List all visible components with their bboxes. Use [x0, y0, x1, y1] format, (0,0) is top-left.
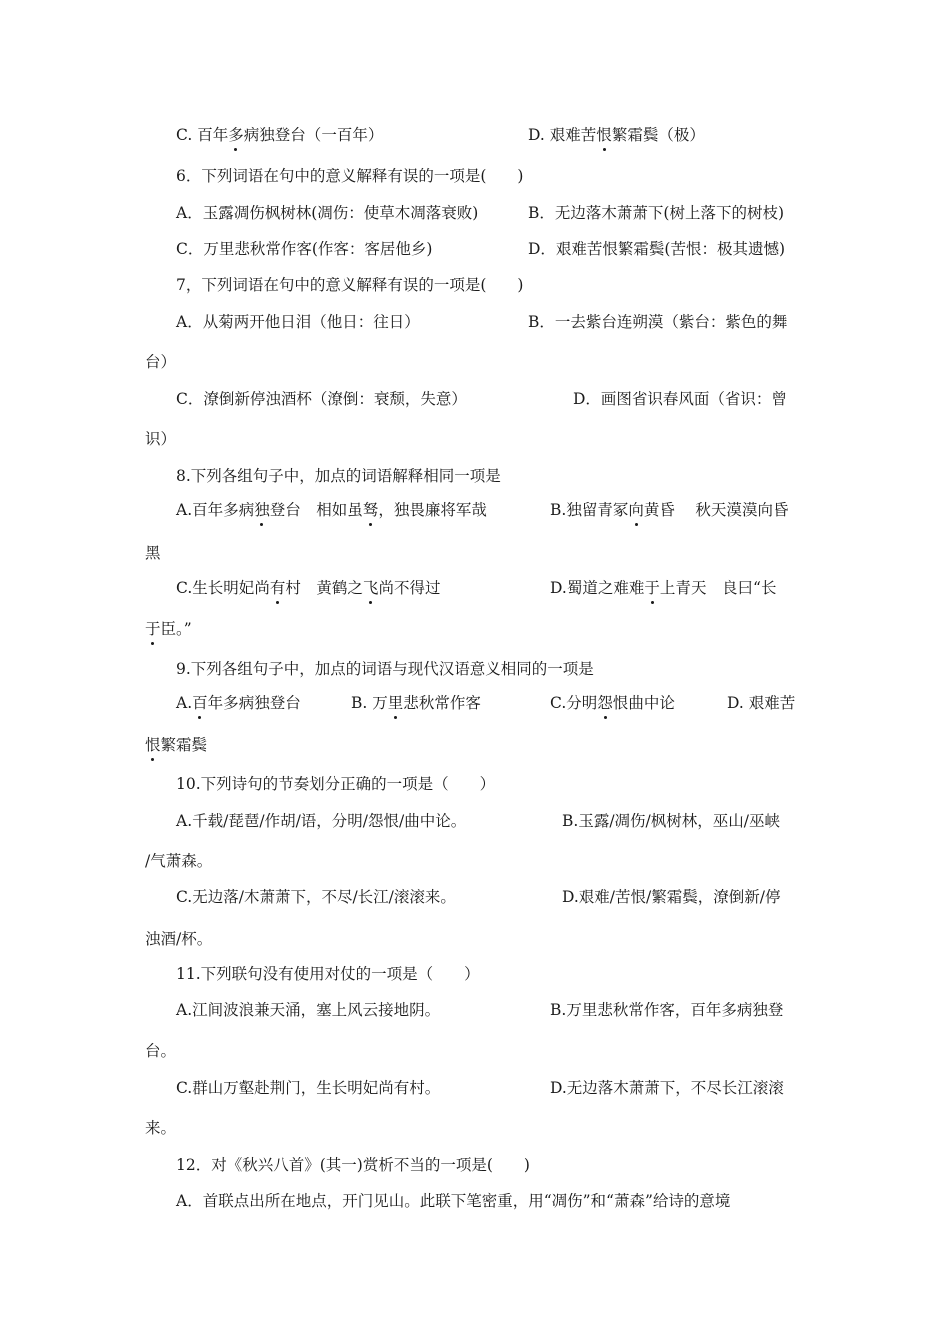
- emphasis-dot-char: 独: [254, 501, 270, 519]
- text-line-l36: A.江间波浪兼天涌，塞上风云接地阴。: [176, 1001, 441, 1019]
- text-line-l01: C. 百年多病独登台（一百年）: [176, 126, 384, 144]
- emphasis-dot-char: 怨: [597, 694, 613, 712]
- text-line-l33: D.艰难/苦恨/繁霜鬓，潦倒新/停: [562, 888, 781, 906]
- text-line-l41: 来。: [145, 1119, 177, 1137]
- text-line-l06: C．万里悲秋常作客(作客：客居他乡): [176, 240, 433, 258]
- emphasis-dot-char: 于: [145, 620, 161, 638]
- emphasis-dot-char: 多: [228, 126, 244, 144]
- text-line-l11: 台）: [145, 353, 177, 371]
- text-line-l02: D. 艰难苦恨繁霜鬓（极）: [528, 126, 705, 144]
- text-line-l08: 7，下列词语在句中的意义解释有误的一项是( ): [176, 276, 524, 294]
- text-line-l04: A．玉露凋伤枫树林(凋伤：使草木凋落衰败): [176, 204, 479, 222]
- text-line-l20: D.蜀道之难难于上青天 良曰“长: [550, 579, 777, 597]
- text-line-l22: 9.下列各组句子中，加点的词语与现代汉语意义相同的一项是: [176, 660, 594, 678]
- text-line-l30: B.玉露/凋伤/枫树林，巫山/巫峡: [562, 812, 780, 830]
- text-line-l27: 恨繁霜鬓: [145, 736, 208, 754]
- emphasis-dot-char: 里: [387, 694, 404, 712]
- text-line-l13: D．画图省识春风面（省识：曾: [573, 390, 787, 408]
- text-line-l37: B.万里悲秋常作客，百年多病独登: [550, 1001, 784, 1019]
- text-line-l14: 识）: [145, 430, 177, 448]
- emphasis-dot-char: 有: [269, 579, 286, 597]
- text-line-l26: D. 艰难苦: [727, 694, 796, 712]
- text-line-l24: B. 万里悲秋常作客: [351, 694, 481, 712]
- text-line-l43: A．首联点出所在地点，开门见山。此联下笔密重，用“凋伤”和“萧森”给诗的意境: [176, 1192, 731, 1210]
- text-line-l12: C．潦倒新停浊酒杯（潦倒：衰颓，失意）: [176, 390, 467, 408]
- emphasis-dot-char: 恨: [145, 736, 161, 754]
- emphasis-dot-char: 恨: [596, 126, 612, 144]
- text-line-l19: C.生长明妃尚有村 黄鹤之飞尚不得过: [176, 579, 441, 597]
- text-line-l23: A.百年多病独登台: [176, 694, 301, 712]
- emphasis-dot-char: 百: [192, 694, 208, 712]
- text-line-l17: B.独留青冢向黄昏 秋天漠漠向昏: [550, 501, 789, 519]
- text-line-l34: 浊酒/杯。: [145, 930, 213, 948]
- text-line-l05: B．无边落木萧萧下(树上落下的树枝): [528, 204, 784, 222]
- text-line-l25: C.分明怨恨曲中论: [550, 694, 675, 712]
- text-line-l15: 8.下列各组句子中，加点的词语解释相同一项是: [176, 467, 501, 485]
- text-line-l09: A．从菊两开他日泪（他日：往日）: [176, 313, 420, 331]
- emphasis-dot-char: 飞: [362, 579, 379, 597]
- emphasis-dot-char: 向: [628, 501, 644, 519]
- text-line-l03: 6．下列词语在句中的意义解释有误的一项是( ): [176, 167, 524, 185]
- text-line-l35: 11.下列联句没有使用对仗的一项是（ ）: [176, 965, 480, 983]
- text-line-l31: /气萧森。: [145, 852, 213, 870]
- text-line-l42: 12．对《秋兴八首》(其一)赏析不当的一项是( ): [176, 1156, 530, 1174]
- text-line-l10: B．一去紫台连朔漠（紫台：紫色的舞: [528, 313, 788, 331]
- text-line-l21: 于臣。”: [145, 620, 192, 638]
- text-line-l39: C.群山万壑赴荆门，生长明妃尚有村。: [176, 1079, 441, 1097]
- text-line-l07: D．艰难苦恨繁霜鬓(苦恨：极其遗憾): [528, 240, 786, 258]
- text-line-l32: C.无边落/木萧萧下，不尽/长江/滚滚来。: [176, 888, 456, 906]
- text-line-l18: 黑: [145, 544, 161, 562]
- emphasis-dot-char: 驽: [362, 501, 379, 519]
- text-line-l16: A.百年多病独登台 相如虽驽，独畏廉将军哉: [176, 501, 487, 519]
- text-line-l28: 10.下列诗句的节奏划分正确的一项是（ ）: [176, 775, 496, 793]
- text-line-l38: 台。: [145, 1042, 177, 1060]
- text-line-l40: D.无边落木萧萧下，不尽长江滚滚: [550, 1079, 784, 1097]
- emphasis-dot-char: 于: [644, 579, 660, 597]
- text-line-l29: A.千载/琵琶/作胡/语，分明/怨恨/曲中论。: [176, 812, 467, 830]
